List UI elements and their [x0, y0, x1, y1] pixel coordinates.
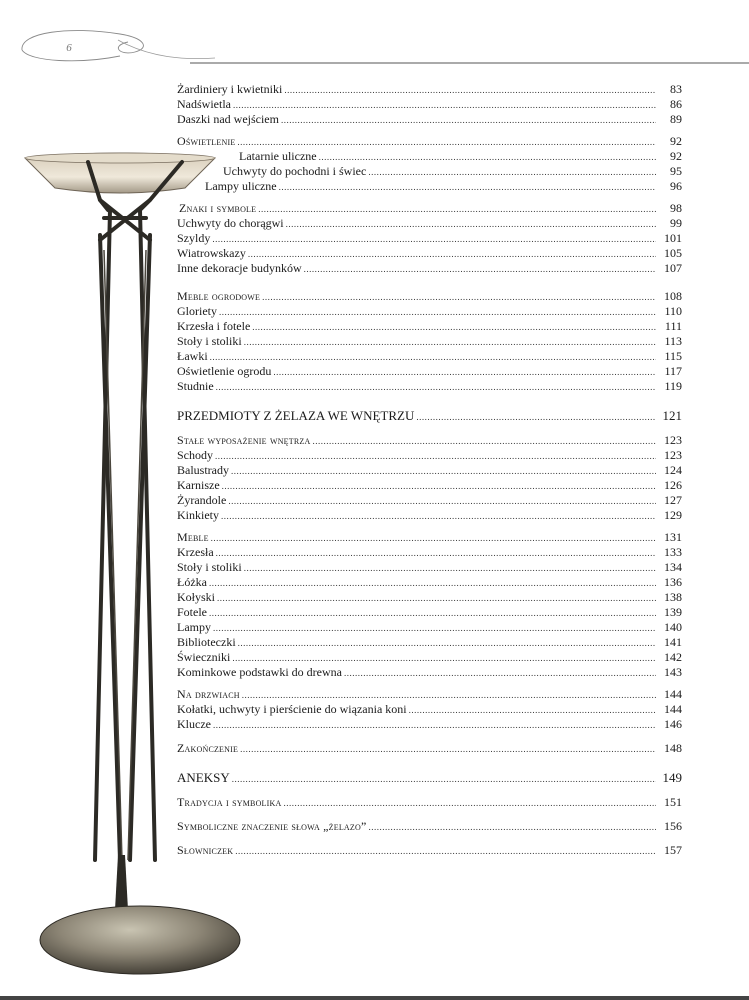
- toc-entry-title: Zakończenie: [177, 741, 239, 755]
- toc-entry-title: Żyrandole: [177, 493, 227, 507]
- toc-entry-title: Kinkiety: [177, 508, 219, 522]
- dot-leader: [244, 561, 656, 576]
- toc-entry: [177, 448, 682, 463]
- toc-entry-title: Uchwyty do pochodni i świec: [223, 164, 367, 178]
- toc-page-number: 146: [664, 717, 682, 731]
- toc-section-heading: [177, 433, 682, 448]
- toc-entry-title: Świeczniki: [177, 650, 231, 664]
- toc-entry: [177, 545, 682, 560]
- toc-entry: [177, 246, 682, 261]
- toc-entry: [177, 164, 682, 179]
- toc-chapter-heading: [177, 407, 682, 424]
- toc-entry-title: Inne dekoracje budynków: [177, 261, 302, 275]
- toc-entry-title: Oświetlenie ogrodu: [177, 364, 272, 378]
- toc-entry: [177, 304, 682, 319]
- page-number: 6: [66, 42, 72, 54]
- page-bottom-edge: [0, 996, 749, 1000]
- toc-entry-title: Gloriety: [177, 304, 217, 318]
- dot-leader: [233, 98, 656, 113]
- toc-page-number: 140: [664, 620, 682, 634]
- toc-entry-title: Klucze: [177, 717, 211, 731]
- dot-leader: [235, 844, 656, 859]
- toc-page-number: 141: [664, 635, 682, 649]
- toc-entry-title: Uchwyty do chorągwi: [177, 216, 284, 230]
- toc-entry-title: Karnisze: [177, 478, 220, 492]
- toc-page-number: 115: [664, 349, 682, 363]
- toc-entry: [177, 463, 682, 478]
- toc-entry-title: Symboliczne znaczenie słowa „żelazo”: [177, 819, 367, 833]
- toc-entry: [177, 349, 682, 364]
- toc-entry: [177, 261, 682, 276]
- toc-entry-title: Stoły i stoliki: [177, 560, 242, 574]
- toc-entry-title: Ławki: [177, 349, 208, 363]
- toc-page-number: 119: [664, 379, 682, 393]
- toc-page-number: 126: [664, 478, 682, 492]
- toc-page-number: 156: [664, 819, 682, 833]
- dot-leader: [369, 820, 656, 835]
- toc-entry: [177, 334, 682, 349]
- dot-leader: [213, 718, 656, 733]
- toc-entry: [177, 665, 682, 680]
- toc-page-number: 92: [670, 134, 682, 148]
- toc-page-number: 98: [670, 201, 682, 215]
- toc-page-number: 139: [664, 605, 682, 619]
- toc-entry-title: Stałe wyposażenie wnętrza: [177, 433, 311, 447]
- toc-entry-title: ANEKSY: [177, 770, 230, 785]
- dot-leader: [219, 305, 656, 320]
- toc-entry: [177, 620, 682, 635]
- toc-page-number: 127: [664, 493, 682, 507]
- dot-leader: [232, 651, 656, 666]
- toc-page-number: 92: [670, 149, 682, 163]
- toc-entry: [177, 231, 682, 246]
- dot-leader: [281, 113, 656, 128]
- toc-entry-title: Fotele: [177, 605, 207, 619]
- dot-leader: [213, 621, 656, 636]
- toc-entry-title: Znaki i symbole: [179, 201, 257, 215]
- toc-entry-title: Oświetlenie: [177, 134, 236, 148]
- dot-leader: [304, 262, 656, 277]
- toc-page-number: 131: [664, 530, 682, 544]
- dot-leader: [319, 150, 656, 165]
- dot-leader: [209, 606, 656, 621]
- toc-section-heading: [177, 201, 682, 216]
- dot-leader: [232, 771, 656, 788]
- header-ornament: [0, 0, 749, 80]
- dot-leader: [368, 165, 656, 180]
- toc-entry: [177, 149, 682, 164]
- dot-leader: [231, 464, 656, 479]
- toc-page-number: 144: [664, 702, 682, 716]
- toc-entry: [177, 717, 682, 732]
- toc-section-heading: [177, 687, 682, 702]
- toc-page-number: 123: [664, 433, 682, 447]
- toc-entry-title: Na drzwiach: [177, 687, 240, 701]
- toc-section-heading: [177, 530, 682, 545]
- toc-page-number: 101: [664, 231, 682, 245]
- toc-section-heading: [177, 289, 682, 304]
- dot-leader: [242, 688, 656, 703]
- toc-entry-title: Szyldy: [177, 231, 211, 245]
- dot-leader: [409, 703, 656, 718]
- toc-entry-title: Biblioteczki: [177, 635, 236, 649]
- toc-page-number: 143: [664, 665, 682, 679]
- toc-page-number: 117: [664, 364, 682, 378]
- toc-entry-title: Kominkowe podstawki do drewna: [177, 665, 342, 679]
- dot-leader: [217, 591, 656, 606]
- dot-leader: [222, 479, 656, 494]
- dot-leader: [262, 290, 656, 305]
- toc-entry: [177, 650, 682, 665]
- dot-leader: [240, 742, 656, 757]
- dot-leader: [238, 636, 656, 651]
- toc-entry-title: Kołyski: [177, 590, 216, 604]
- toc-page-number: 121: [662, 408, 682, 423]
- toc-entry-title: Lampy uliczne: [205, 179, 277, 193]
- dot-leader: [209, 576, 656, 591]
- toc-section-heading: [177, 843, 682, 858]
- toc-page-number: 157: [664, 843, 682, 857]
- toc-entry-title: Daszki nad wejściem: [177, 112, 279, 126]
- toc-entry: [177, 216, 682, 231]
- toc-entry: [177, 82, 682, 97]
- toc-section-heading: [177, 741, 682, 756]
- toc-page-number: 134: [664, 560, 682, 574]
- toc-page-number: 151: [664, 795, 682, 809]
- toc-entry-title: PRZEDMIOTY Z ŻELAZA WE WNĘTRZU: [177, 408, 415, 423]
- toc-page-number: 107: [664, 261, 682, 275]
- toc-entry-title: Żardiniery i kwietniki: [177, 82, 283, 96]
- toc-page-number: 99: [670, 216, 682, 230]
- toc-entry-title: Meble ogrodowe: [177, 289, 261, 303]
- toc-entry-title: Latarnie uliczne: [239, 149, 317, 163]
- toc-chapter-heading: [177, 769, 682, 786]
- dot-leader: [284, 83, 656, 98]
- toc-page-number: 138: [664, 590, 682, 604]
- toc-entry: [177, 478, 682, 493]
- toc-page-number: 148: [664, 741, 682, 755]
- toc-entry-title: Nadświetla: [177, 97, 231, 111]
- toc-entry-title: Krzesła: [177, 545, 214, 559]
- dot-leader: [312, 434, 656, 449]
- dot-leader: [283, 796, 656, 811]
- toc-page-number: 86: [670, 97, 682, 111]
- toc-entry: [177, 364, 682, 379]
- toc-entry-title: Słowniczek: [177, 843, 234, 857]
- toc-entry-title: Balustrady: [177, 463, 229, 477]
- toc-entry-title: Tradycja i symbolika: [177, 795, 282, 809]
- toc-page-number: 149: [662, 770, 682, 785]
- dot-leader: [344, 666, 656, 681]
- toc-entry-title: Łóżka: [177, 575, 207, 589]
- toc-page-number: 89: [670, 112, 682, 126]
- toc-entry-title: Schody: [177, 448, 213, 462]
- dot-leader: [279, 180, 656, 195]
- toc-page-number: 95: [670, 164, 682, 178]
- dot-leader: [212, 232, 656, 247]
- toc-section-heading: [177, 134, 682, 149]
- dot-leader: [211, 531, 656, 546]
- toc-entry-title: Wiatrowskazy: [177, 246, 246, 260]
- toc-entry: [177, 590, 682, 605]
- dot-leader: [228, 494, 656, 509]
- toc-entry: [177, 493, 682, 508]
- toc-page-number: 142: [664, 650, 682, 664]
- dot-leader: [252, 320, 656, 335]
- dot-leader: [215, 449, 656, 464]
- toc-entry-title: Studnie: [177, 379, 214, 393]
- toc-page-number: 108: [664, 289, 682, 303]
- dot-leader: [258, 202, 656, 217]
- toc-entry: [177, 112, 682, 127]
- toc-entry: [177, 635, 682, 650]
- toc-entry-title: Kołatki, uchwyty i pierścienie do wiązania koni: [177, 702, 407, 716]
- toc-page-number: 110: [664, 304, 682, 318]
- toc-page-number: 124: [664, 463, 682, 477]
- toc-entry: [177, 575, 682, 590]
- dot-leader: [416, 409, 656, 426]
- dot-leader: [273, 365, 656, 380]
- dot-leader: [248, 247, 656, 262]
- toc-page-number: 96: [670, 179, 682, 193]
- toc-section-heading: [177, 795, 682, 810]
- toc-page-number: 123: [664, 448, 682, 462]
- toc-section-heading: [177, 819, 682, 834]
- toc-page-number: 136: [664, 575, 682, 589]
- dot-leader: [210, 350, 656, 365]
- toc-entry-title: Meble: [177, 530, 209, 544]
- dot-leader: [221, 509, 656, 524]
- toc-page-number: 133: [664, 545, 682, 559]
- toc-entry-title: Stoły i stoliki: [177, 334, 242, 348]
- toc-entry: [177, 508, 682, 523]
- toc-entry: [177, 179, 682, 194]
- table-of-contents: [177, 82, 682, 858]
- toc-entry: [177, 379, 682, 394]
- toc-page-number: 129: [664, 508, 682, 522]
- toc-entry-title: Krzesła i fotele: [177, 319, 251, 333]
- toc-entry: [177, 560, 682, 575]
- dot-leader: [216, 546, 656, 561]
- toc-page-number: 113: [664, 334, 682, 348]
- toc-entry: [177, 605, 682, 620]
- dot-leader: [244, 335, 656, 350]
- toc-entry-title: Lampy: [177, 620, 211, 634]
- dot-leader: [286, 217, 656, 232]
- toc-entry: [177, 702, 682, 717]
- dot-leader: [237, 135, 656, 150]
- toc-page-number: 105: [664, 246, 682, 260]
- dot-leader: [216, 380, 656, 395]
- toc-entry: [177, 97, 682, 112]
- toc-page-number: 111: [664, 319, 682, 333]
- toc-page-number: 144: [664, 687, 682, 701]
- toc-entry: [177, 319, 682, 334]
- toc-page-number: 83: [670, 82, 682, 96]
